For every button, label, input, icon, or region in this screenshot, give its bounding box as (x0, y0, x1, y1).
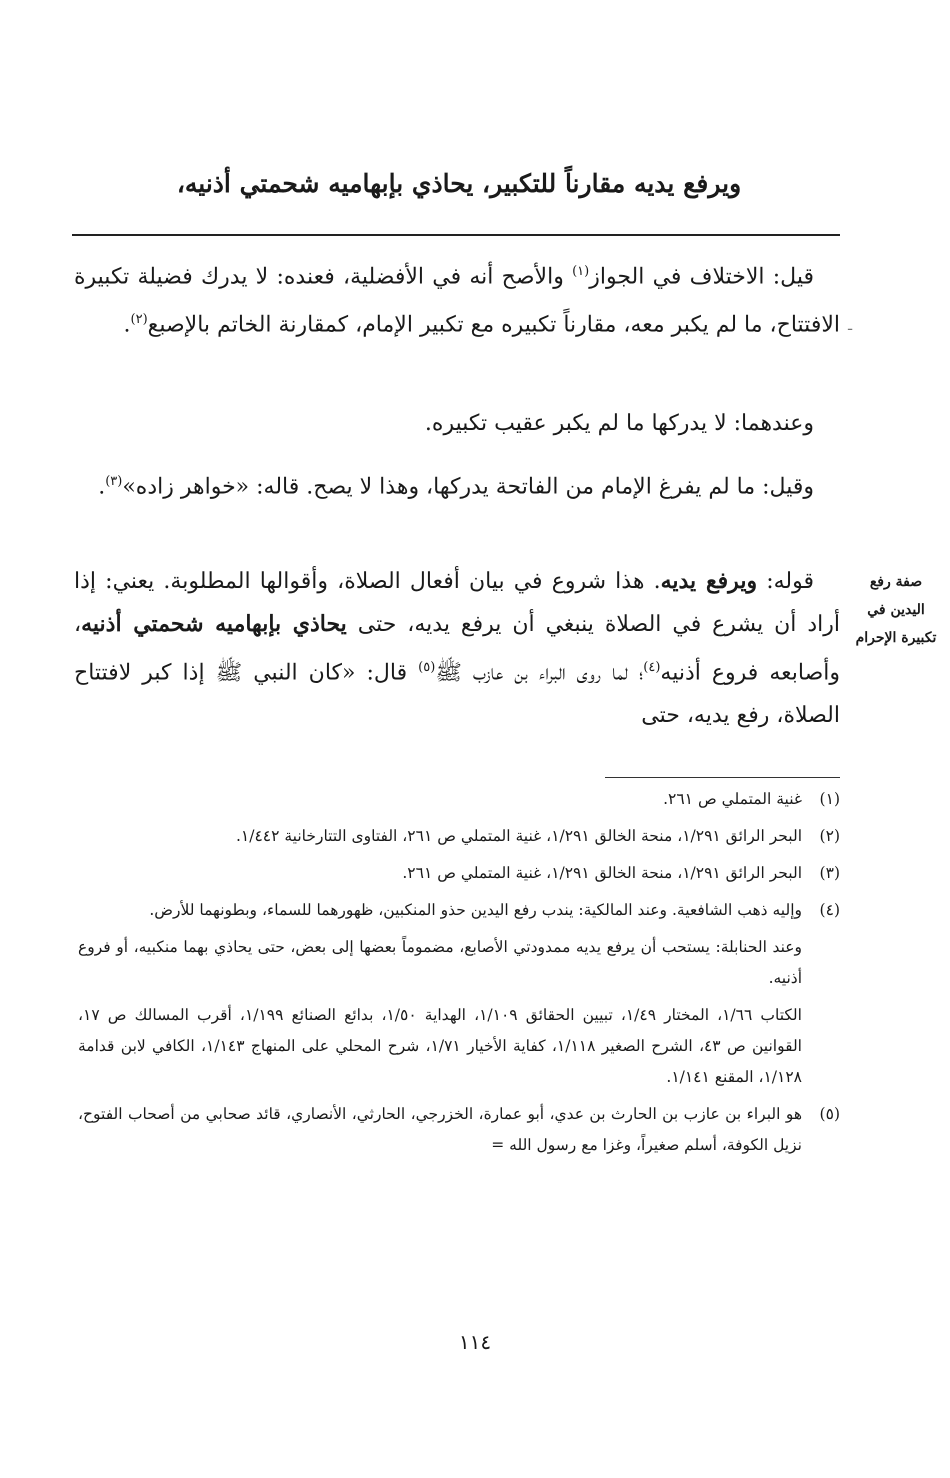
footnote-text: وعند الحنابلة: يستحب أن يرفع يديه ممدودتي الأصابع، مضموماً بعضها إلى بعض، حتى يحاذي بهما منكبيه، أو فروع أذنيه. (78, 938, 802, 987)
p4-text-f: قال: «كان النبي ﷺ إذا كبر لافتتاح الصلاة، رفع يديه، حتى (74, 660, 840, 729)
footnote-ref-1[interactable]: (١) (572, 264, 590, 279)
p3-text-c: . (98, 474, 106, 500)
footnote-5 (78, 1099, 840, 1161)
footnote-2 (78, 821, 840, 852)
footnote-ref-5[interactable]: (٥) (418, 660, 436, 675)
p4-text-e: ؛ لما روى البراء بن عازب ﷺ (435, 660, 644, 686)
footnote-4 (78, 895, 840, 926)
footnote-number: (١) (819, 790, 840, 808)
matn-heading: ويرفع يديه مقارناً للتكبير، يحاذي بإبهاميه شحمتي أذنيه، (176, 169, 742, 198)
footnote-ref-4[interactable]: (٤) (643, 660, 661, 675)
footnote-4-hanbali (78, 932, 840, 994)
footnote-text: غنية المتملي ص ٢٦١. (663, 790, 802, 808)
footnote-text: البحر الرائق ١/٢٩١، منحة الخالق ١/٢٩١، غنية المتملي ص ٢٦١، الفتاوى التتارخانية ١/٤٤٢. (235, 827, 802, 845)
stray-mark: ـ (848, 318, 853, 334)
footnote-number: (٢) (819, 827, 840, 845)
p1-text-b: والأصح أنه في الأفضلية، فعنده: لا يدرك فضيلة تكبيرة الافتتاح، ما لم يكبر معه، مقارناً تكبيره مع تكبير الإمام، كمقارنة الخاتم بالإصبع (74, 264, 840, 338)
p4-matn-quote-2: يحاذي بإبهاميه شحمتي أذنيه (81, 611, 347, 637)
footnote-number: (٥) (819, 1105, 840, 1123)
footnote-text: وإليه ذهب الشافعية. وعند المالكية: يندب رفع اليدين حذو المنكبين، ظهورهما للسماء، وبطونهما للأرض. (149, 901, 802, 919)
sharh-paragraph-2 (74, 402, 840, 445)
sharh-paragraph-3 (74, 460, 840, 508)
p2-text: وعندهما: لا يدركها ما لم يكبر عقيب تكبيره. (424, 411, 814, 436)
page-number: ١١٤ (458, 1330, 492, 1354)
footnote-separator (605, 777, 840, 778)
footnote-text: هو البراء بن عازب بن الحارث بن عدي، أبو عمارة، الخزرجي، الحارثي، الأنصاري، قائد صحابي من أصحاب الفتوح، نزيل الكوفة، أسلم صغيراً، وغزا مع رسول الله = (78, 1105, 802, 1154)
p3-text-a: وقيل: ما لم يفرغ الإمام من الفاتحة يدركها، وهذا لا يصح. قاله: «خواهر زاده» (122, 474, 814, 500)
matn-separator-rule (72, 234, 840, 236)
sharh-paragraph-4 (74, 560, 840, 737)
footnote-3 (78, 858, 840, 889)
footnote-ref-3[interactable]: (٣) (105, 474, 123, 489)
footnotes (78, 784, 840, 1161)
p4-text-c: . هذا شروع في بيان أفعال الصلاة، وأقوالها المطلوبة. يعني: إذا أراد أن يشرع في الصلاة ينبغي أن يرفع يديه، حتى (74, 569, 840, 637)
p1-text-c: . (123, 312, 131, 338)
p1-text-a: قيل: الاختلاف في الجواز (589, 264, 814, 290)
margin-note: صفة رفع اليدين في تكبيرة الإحرام (855, 574, 937, 646)
footnote-1 (78, 784, 840, 815)
footnote-ref-2[interactable]: (٢) (130, 312, 148, 328)
footnote-text: البحر الرائق ١/٢٩١، منحة الخالق ١/٢٩١، غنية المتملي ص ٢٦١. (402, 864, 802, 882)
footnote-4-sources (78, 1000, 840, 1093)
footnote-text: الكتاب ١/٦٦، المختار ١/٤٩، تبيين الحقائق ١/١٠٩، الهداية ١/٥٠، بدائع الصنائع ١/١٩٩، أقرب المسالك ص ١٧، القوانين ص ٤٣، الشرح الصغير ١/١١٨، كفاية الأخيار ١/٧١، شرح المحلي على المنهاج ١/١٤٣، الكافي لابن قدامة ١/١٢٨، المقنع ١/١٤١. (78, 1006, 802, 1086)
p4-text-d: ، وأصابعه فروع أذنيه (74, 612, 840, 686)
sharh-paragraph-1 (74, 250, 840, 347)
footnote-number: (٤) (819, 901, 840, 919)
footnote-number: (٣) (819, 864, 840, 882)
p4-text-a: قوله: (757, 569, 815, 594)
p4-matn-quote-1: ويرفع يديه (660, 568, 758, 594)
